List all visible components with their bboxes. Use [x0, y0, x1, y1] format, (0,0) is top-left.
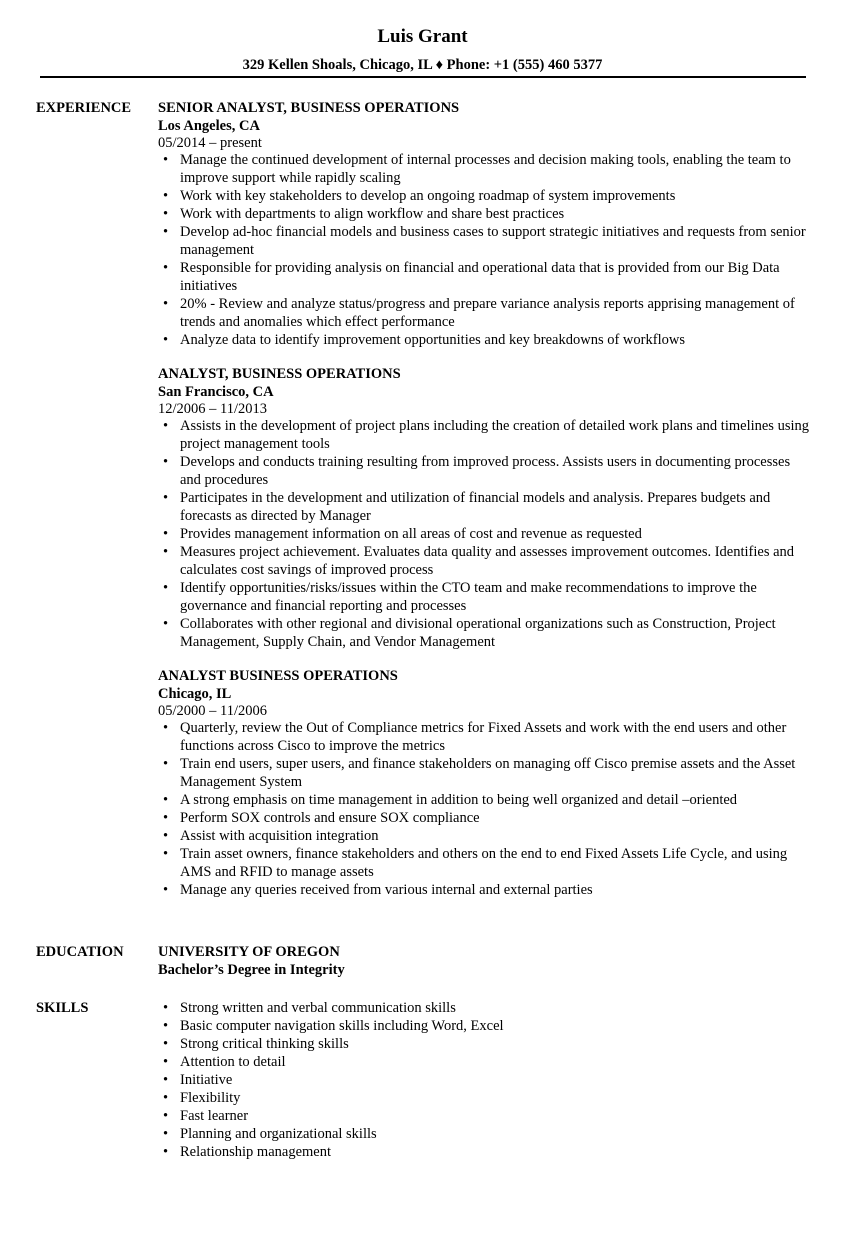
school-name: UNIVERSITY OF OREGON [158, 944, 340, 960]
section-label-education: EDUCATION [36, 944, 124, 960]
skills-list [158, 999, 813, 1161]
bullet-item: • Participates in the development and utilization of financial models and analysis. Prepares budgets and forecasts as directed by Manager [158, 489, 813, 525]
job-location: San Francisco, CA [158, 384, 274, 400]
skill-item: • Strong written and verbal communication skills [158, 999, 813, 1017]
bullet-item: • Develop ad-hoc financial models and business cases to support strategic initiatives and requests from senior management [158, 223, 813, 259]
bullet-item: • Responsible for providing analysis on financial and operational data that is provided from our Big Data initiatives [158, 259, 813, 295]
job-location: Los Angeles, CA [158, 118, 260, 134]
bullet-item: • Assist with acquisition integration [158, 827, 813, 845]
candidate-name: Luis Grant [377, 26, 468, 47]
bullet-item: • 20% - Review and analyze status/progress and prepare variance analysis reports apprising management of trends and anomalies which effect performance [158, 295, 813, 331]
job-dates: 12/2006 – 11/2013 [158, 401, 268, 417]
job-bullets [158, 151, 813, 349]
bullet-item: • Train end users, super users, and finance stakeholders on managing off Cisco premise assets and the Asset Management System [158, 755, 813, 791]
bullet-item: • Identify opportunities/risks/issues within the CTO team and make recommendations to improve the governance and financial reporting and processes [158, 579, 813, 615]
bullet-item: • Work with departments to align workflow and share best practices [158, 205, 813, 223]
bullet-item: • Train asset owners, finance stakeholders and others on the end to end Fixed Assets Life Cycle, and using AMS and RFID to manage assets [158, 845, 813, 881]
skill-item: • Relationship management [158, 1143, 813, 1161]
job-location: Chicago, IL [158, 686, 232, 702]
degree: Bachelor’s Degree in Integrity [158, 962, 345, 978]
experience-list [158, 99, 813, 915]
skill-item: • Initiative [158, 1071, 813, 1089]
address: 329 Kellen Shoals, Chicago, IL [242, 57, 432, 73]
job-title: ANALYST BUSINESS OPERATIONS [158, 668, 398, 684]
header-divider [40, 76, 806, 78]
job-title: ANALYST, BUSINESS OPERATIONS [158, 366, 401, 382]
job-bullets [158, 719, 813, 899]
skill-item: • Flexibility [158, 1089, 813, 1107]
bullet-item: • Develops and conducts training resulting from improved process. Assists users in documenting processes and procedures [158, 453, 813, 489]
section-label-experience: EXPERIENCE [36, 100, 132, 116]
job-dates: 05/2014 – present [158, 135, 262, 151]
skill-item: • Attention to detail [158, 1053, 813, 1071]
bullet-item: • Measures project achievement. Evaluates data quality and assesses improvement outcomes. Identifies and calculates cost savings of improved process [158, 543, 813, 579]
job-title: SENIOR ANALYST, BUSINESS OPERATIONS [158, 100, 460, 116]
bullet-item: • Quarterly, review the Out of Compliance metrics for Fixed Assets and work with the end users and other functions across Cisco to improve the metrics [158, 719, 813, 755]
phone: Phone: +1 (555) 460 5377 [446, 57, 603, 73]
skills-entry [158, 999, 813, 1161]
bullet-item: • Provides management information on all areas of cost and revenue as requested [158, 525, 813, 543]
job-bullets [158, 417, 813, 651]
bullet-item: • Perform SOX controls and ensure SOX compliance [158, 809, 813, 827]
job-entry [158, 99, 813, 349]
skill-item: • Fast learner [158, 1107, 813, 1125]
education-entry [158, 943, 813, 979]
bullet-item: • Assists in the development of project plans including the creation of detailed work plans and timelines using project management tools [158, 417, 813, 453]
bullet-item: • Collaborates with other regional and divisional operational organizations such as Construction, Project Management, Supply Chain, and Vendor Management [158, 615, 813, 651]
job-dates: 05/2000 – 11/2006 [158, 703, 268, 719]
skill-item: • Strong critical thinking skills [158, 1035, 813, 1053]
contact-line [40, 56, 805, 74]
resume-header [40, 0, 805, 74]
bullet-item: • Manage the continued development of internal processes and decision making tools, enabling the team to improve support while rapidly scaling [158, 151, 813, 187]
bullet-item: • Work with key stakeholders to develop an ongoing roadmap of system improvements [158, 187, 813, 205]
bullet-item: • A strong emphasis on time management in addition to being well organized and detail –oriented [158, 791, 813, 809]
diamond-separator-icon: ♦ [435, 57, 444, 73]
bullet-item: • Analyze data to identify improvement opportunities and key breakdowns of workflows [158, 331, 813, 349]
section-label-skills: SKILLS [36, 1000, 89, 1016]
job-entry [158, 667, 813, 899]
bullet-item: • Manage any queries received from various internal and external parties [158, 881, 813, 899]
skill-item: • Planning and organizational skills [158, 1125, 813, 1143]
job-entry [158, 365, 813, 651]
skill-item: • Basic computer navigation skills including Word, Excel [158, 1017, 813, 1035]
